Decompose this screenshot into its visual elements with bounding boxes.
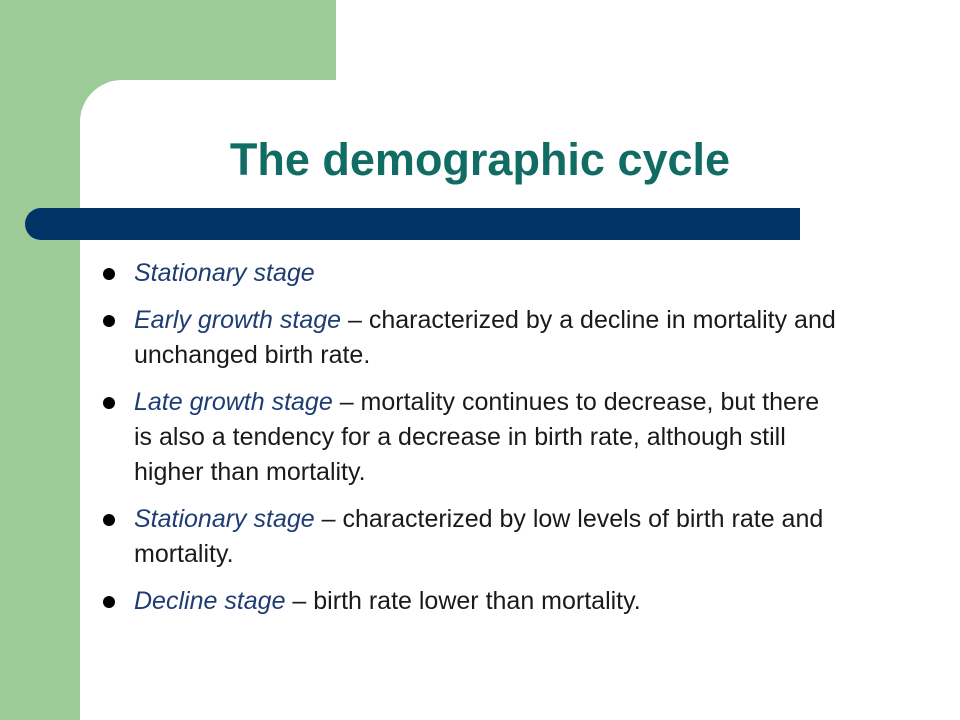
bullet-text: – mortality continues to decrease, but there is also a tendency for a decrease in birth rate, although still higher than mortality. [134, 388, 820, 486]
bullet-item [100, 303, 840, 373]
bullet-term: Early growth stage [134, 306, 342, 334]
bullet-text: – birth rate lower than mortality. [285, 587, 641, 615]
bullet-dot-icon [103, 596, 115, 608]
bullet-item [100, 256, 840, 291]
title-underline-bar [25, 208, 800, 240]
bullet-term: Stationary stage [134, 505, 315, 533]
bullet-term: Decline stage [134, 587, 286, 615]
bullet-item [100, 502, 840, 572]
bullet-dot-icon [103, 397, 115, 409]
bullet-text: – characterized by low levels of birth rate and mortality. [134, 505, 824, 568]
slide-title: The demographic cycle [229, 134, 731, 185]
bullet-dot-icon [103, 514, 115, 526]
bullet-term: Late growth stage [134, 388, 333, 416]
bullet-dot-icon [103, 315, 115, 327]
bullet-term: Stationary stage [134, 259, 315, 287]
bullet-text: – characterized by a decline in mortality and unchanged birth rate. [134, 306, 836, 369]
bullet-list [100, 256, 840, 631]
bullet-item [100, 584, 840, 619]
bullet-item [100, 385, 840, 490]
bullet-dot-icon [103, 268, 115, 280]
